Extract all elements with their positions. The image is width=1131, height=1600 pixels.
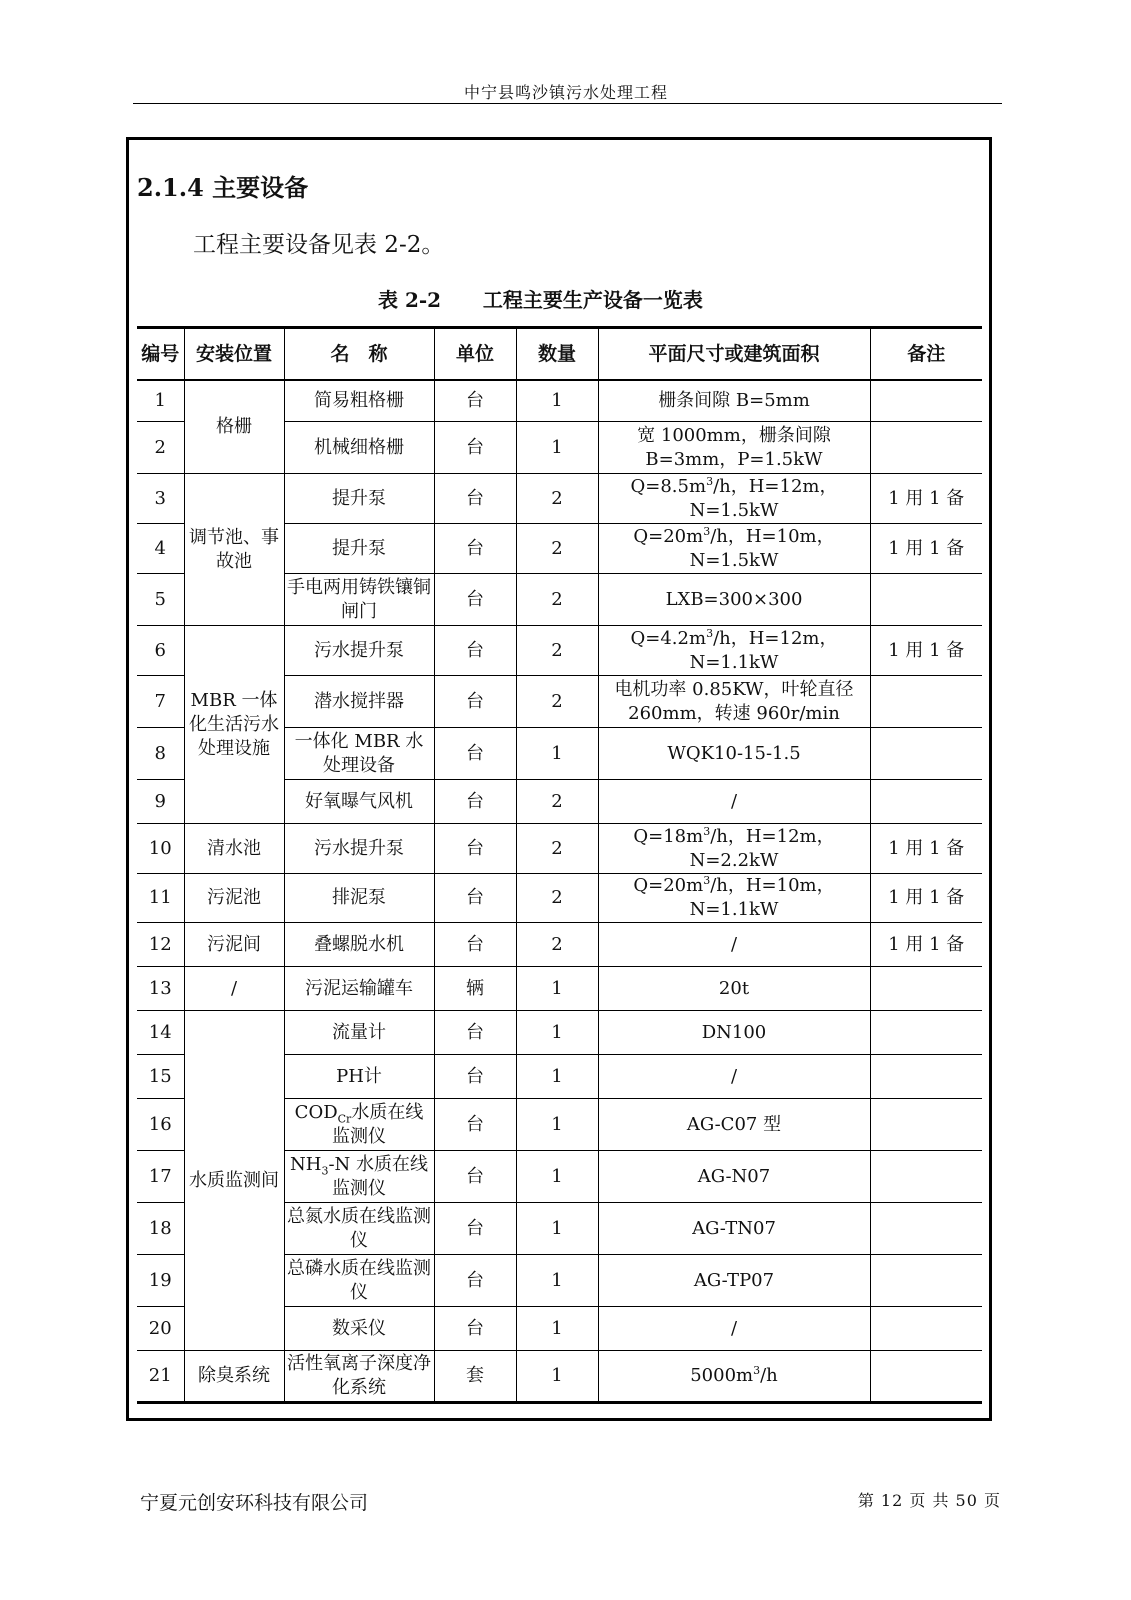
- table-row: [137, 967, 982, 1011]
- cell-qty: 1: [516, 1011, 598, 1055]
- cell-qty: 1: [516, 1307, 598, 1351]
- section-heading: 2.1.4 主要设备: [137, 173, 309, 202]
- cell-qty: 2: [516, 524, 598, 574]
- cell-no: 21: [137, 1351, 184, 1403]
- cell-no: 9: [137, 780, 184, 824]
- cell-location: MBR 一体化生活污水处理设施: [184, 626, 284, 824]
- cell-location: 水质监测间: [184, 1011, 284, 1351]
- cell-location: 除臭系统: [184, 1351, 284, 1403]
- cell-note: [870, 728, 982, 780]
- cell-unit: 台: [434, 1011, 516, 1055]
- cell-name: 总磷水质在线监测仪: [284, 1255, 434, 1307]
- cell-note: [870, 1151, 982, 1203]
- table-row: [137, 824, 982, 874]
- table-row: [137, 380, 982, 422]
- cell-size: AG-TN07: [598, 1203, 870, 1255]
- cell-no: 4: [137, 524, 184, 574]
- cell-no: 2: [137, 422, 184, 474]
- cell-size: AG-C07 型: [598, 1099, 870, 1151]
- running-header: 中宁县鸣沙镇污水处理工程: [463, 83, 668, 102]
- cell-no: 14: [137, 1011, 184, 1055]
- cell-qty: 1: [516, 380, 598, 422]
- cell-qty: 1: [516, 1099, 598, 1151]
- table-row: [137, 474, 982, 524]
- cell-unit: 台: [434, 780, 516, 824]
- cell-name: PH计: [284, 1055, 434, 1099]
- cell-qty: 2: [516, 676, 598, 728]
- cell-name: 排泥泵: [284, 874, 434, 923]
- cell-unit: 台: [434, 1099, 516, 1151]
- cell-unit: 套: [434, 1351, 516, 1403]
- cell-unit: 台: [434, 626, 516, 676]
- cell-unit: 台: [434, 574, 516, 626]
- cell-no: 7: [137, 676, 184, 728]
- cell-note: 1 用 1 备: [870, 626, 982, 676]
- cell-size: 宽 1000mm，栅条间隙 B=3mm，P=1.5kW: [598, 422, 870, 474]
- cell-size: $5000m^3/h$: [598, 1351, 870, 1403]
- cell-qty: 1: [516, 1351, 598, 1403]
- cell-name: 总氮水质在线监测仪: [284, 1203, 434, 1255]
- cell-unit: 台: [434, 728, 516, 780]
- cell-name: 污水提升泵: [284, 824, 434, 874]
- cell-no: 18: [137, 1203, 184, 1255]
- cell-name: 提升泵: [284, 524, 434, 574]
- cell-note: [870, 422, 982, 474]
- cell-unit: 台: [434, 1203, 516, 1255]
- cell-no: 16: [137, 1099, 184, 1151]
- intro-paragraph: 工程主要设备见表 2-2。: [193, 232, 445, 258]
- table-header-row: [137, 328, 982, 380]
- cell-note: 1 用 1 备: [870, 824, 982, 874]
- cell-no: 17: [137, 1151, 184, 1203]
- cell-note: [870, 967, 982, 1011]
- cell-size: /: [598, 1307, 870, 1351]
- cell-no: 3: [137, 474, 184, 524]
- cell-note: 1 用 1 备: [870, 524, 982, 574]
- cell-no: 10: [137, 824, 184, 874]
- footer-company: 宁夏元创安环科技有限公司: [140, 1492, 369, 1514]
- cell-note: 1 用 1 备: [870, 474, 982, 524]
- cell-location: 污泥池: [184, 874, 284, 923]
- cell-qty: 1: [516, 1255, 598, 1307]
- cell-location: 污泥间: [184, 923, 284, 967]
- header-rule: [133, 103, 1002, 104]
- cell-unit: 台: [434, 874, 516, 923]
- cell-no: 5: [137, 574, 184, 626]
- table-row: [137, 1351, 982, 1403]
- cell-location: 清水池: [184, 824, 284, 874]
- table-row: [137, 626, 982, 676]
- cell-name: $NH_3-N$ 水质在线监测仪: [284, 1151, 434, 1203]
- cell-size: $Q=20m^3/h$，H=10m，N=1.1kW: [598, 874, 870, 923]
- cell-qty: 2: [516, 626, 598, 676]
- cell-qty: 1: [516, 1203, 598, 1255]
- table-caption: 表 2-2 工程主要生产设备一览表: [378, 288, 703, 312]
- footer-page-number: 第 12 页 共 50 页: [857, 1491, 1001, 1510]
- cell-name: 手电两用铸铁镶铜闸门: [284, 574, 434, 626]
- cell-note: 1 用 1 备: [870, 874, 982, 923]
- cell-name: 提升泵: [284, 474, 434, 524]
- cell-qty: 1: [516, 1151, 598, 1203]
- cell-no: 19: [137, 1255, 184, 1307]
- cell-unit: 台: [434, 1307, 516, 1351]
- cell-note: [870, 1255, 982, 1307]
- cell-name: 叠螺脱水机: [284, 923, 434, 967]
- cell-name: 一体化 MBR 水处理设备: [284, 728, 434, 780]
- cell-name: 好氧曝气风机: [284, 780, 434, 824]
- cell-unit: 台: [434, 422, 516, 474]
- table-row: [137, 1011, 982, 1055]
- cell-size: AG-N07: [598, 1151, 870, 1203]
- cell-note: [870, 574, 982, 626]
- cell-note: [870, 380, 982, 422]
- cell-name: 简易粗格栅: [284, 380, 434, 422]
- cell-size: 20t: [598, 967, 870, 1011]
- cell-qty: 2: [516, 574, 598, 626]
- cell-size: $Q=20m^3/h$，H=10m，N=1.5kW: [598, 524, 870, 574]
- cell-qty: 2: [516, 824, 598, 874]
- header-unit: 单位: [434, 328, 516, 380]
- cell-location: /: [184, 967, 284, 1011]
- header-qty: 数量: [516, 328, 598, 380]
- cell-size: /: [598, 780, 870, 824]
- cell-unit: 台: [434, 1055, 516, 1099]
- cell-note: [870, 1307, 982, 1351]
- cell-qty: 2: [516, 923, 598, 967]
- cell-size: 电机功率 0.85KW，叶轮直径 260mm，转速 960r/min: [598, 676, 870, 728]
- cell-note: [870, 1351, 982, 1403]
- table-row: [137, 923, 982, 967]
- cell-name: 污泥运输罐车: [284, 967, 434, 1011]
- cell-size: AG-TP07: [598, 1255, 870, 1307]
- cell-name: 机械细格栅: [284, 422, 434, 474]
- cell-size: /: [598, 1055, 870, 1099]
- cell-name: 污水提升泵: [284, 626, 434, 676]
- header-no: 编号: [137, 328, 184, 380]
- cell-qty: 2: [516, 874, 598, 923]
- header-size: 平面尺寸或建筑面积: [598, 328, 870, 380]
- cell-no: 6: [137, 626, 184, 676]
- cell-size: $Q=18m^3/h$，H=12m，N=2.2kW: [598, 824, 870, 874]
- cell-name: 潜水搅拌器: [284, 676, 434, 728]
- cell-size: /: [598, 923, 870, 967]
- cell-qty: 1: [516, 1055, 598, 1099]
- header-name: 名 称: [284, 328, 434, 380]
- cell-note: [870, 1011, 982, 1055]
- cell-unit: 台: [434, 824, 516, 874]
- cell-no: 15: [137, 1055, 184, 1099]
- cell-unit: 台: [434, 1151, 516, 1203]
- cell-size: $Q=8.5m^3/h$，H=12m，N=1.5kW: [598, 474, 870, 524]
- cell-unit: 辆: [434, 967, 516, 1011]
- cell-no: 11: [137, 874, 184, 923]
- cell-note: [870, 1203, 982, 1255]
- cell-name: 活性氧离子深度净化系统: [284, 1351, 434, 1403]
- cell-qty: 2: [516, 780, 598, 824]
- cell-qty: 1: [516, 728, 598, 780]
- table-row: [137, 874, 982, 923]
- cell-unit: 台: [434, 474, 516, 524]
- cell-note: 1 用 1 备: [870, 923, 982, 967]
- cell-qty: 1: [516, 967, 598, 1011]
- cell-no: 8: [137, 728, 184, 780]
- cell-qty: 1: [516, 422, 598, 474]
- cell-no: 1: [137, 380, 184, 422]
- equipment-table: [137, 326, 982, 1404]
- cell-name: 流量计: [284, 1011, 434, 1055]
- cell-name: $COD_{Cr}$水质在线监测仪: [284, 1099, 434, 1151]
- header-note: 备注: [870, 328, 982, 380]
- cell-note: [870, 780, 982, 824]
- cell-unit: 台: [434, 676, 516, 728]
- cell-no: 20: [137, 1307, 184, 1351]
- cell-unit: 台: [434, 524, 516, 574]
- cell-no: 13: [137, 967, 184, 1011]
- cell-unit: 台: [434, 1255, 516, 1307]
- cell-location: 格栅: [184, 380, 284, 474]
- cell-note: [870, 1055, 982, 1099]
- cell-qty: 2: [516, 474, 598, 524]
- cell-no: 12: [137, 923, 184, 967]
- cell-size: 栅条间隙 B=5mm: [598, 380, 870, 422]
- cell-location: 调节池、事故池: [184, 474, 284, 626]
- cell-note: [870, 1099, 982, 1151]
- cell-size: WQK10-15-1.5: [598, 728, 870, 780]
- cell-size: LXB=300×300: [598, 574, 870, 626]
- cell-size: DN100: [598, 1011, 870, 1055]
- cell-unit: 台: [434, 380, 516, 422]
- header-location: 安装位置: [184, 328, 284, 380]
- cell-unit: 台: [434, 923, 516, 967]
- cell-name: 数采仪: [284, 1307, 434, 1351]
- cell-note: [870, 676, 982, 728]
- cell-size: $Q=4.2m^3/h$，H=12m，N=1.1kW: [598, 626, 870, 676]
